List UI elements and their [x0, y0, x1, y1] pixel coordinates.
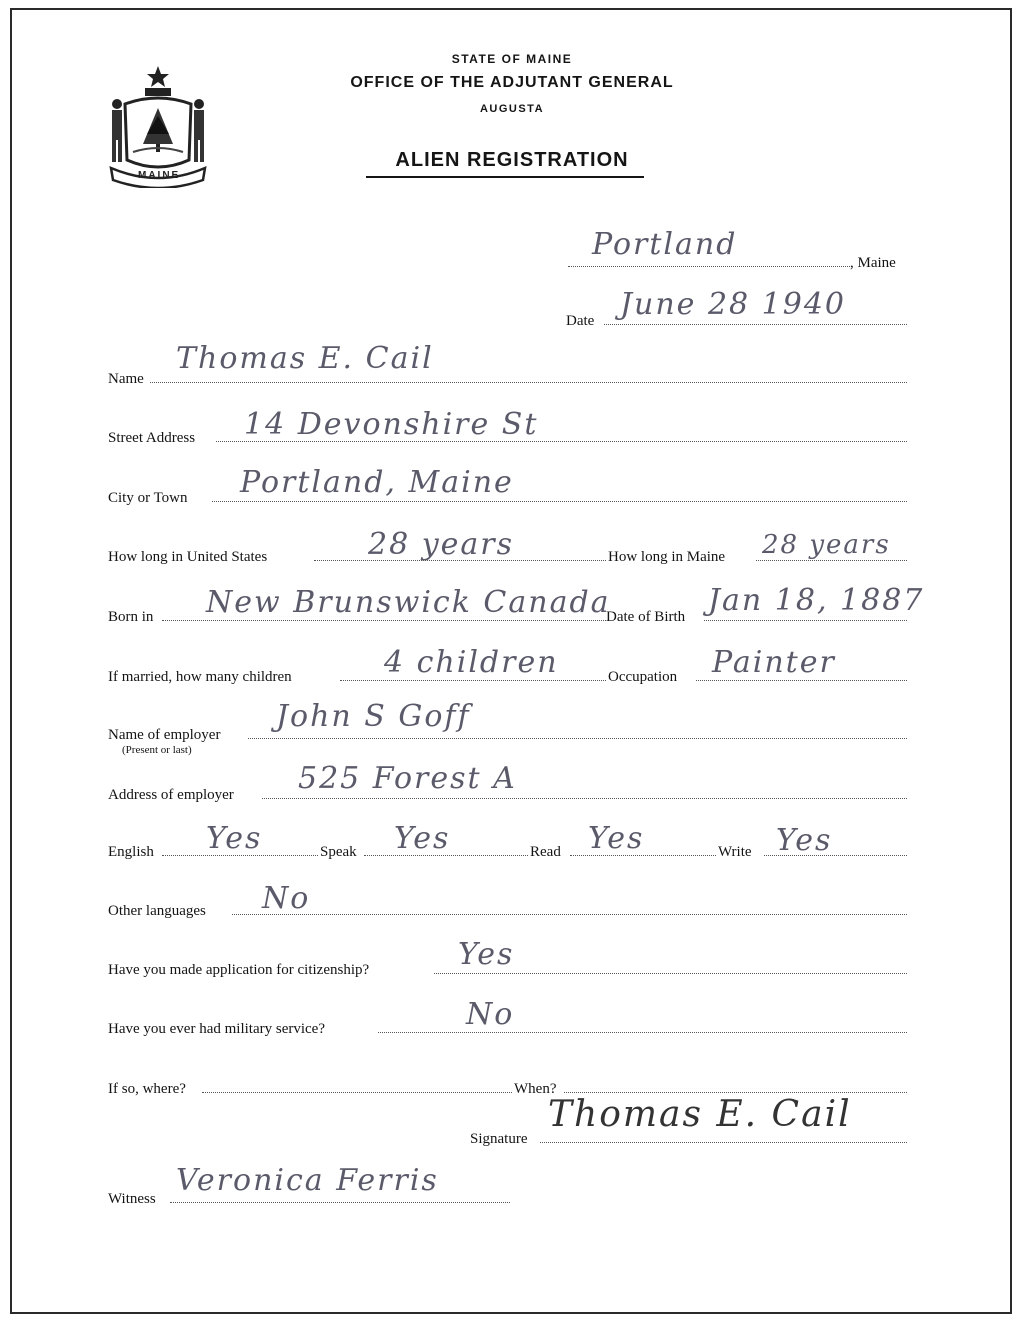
occupation-line [696, 680, 907, 681]
maine-duration-label: How long in Maine [608, 549, 726, 565]
city-heading: AUGUSTA [479, 103, 545, 115]
employer-label [108, 726, 220, 756]
place-suffix: , Maine [850, 255, 896, 271]
employer-address-label: Address of employer [108, 787, 234, 803]
seal-motto: MAINE [138, 170, 181, 181]
signature-label: Signature [470, 1131, 528, 1147]
read-value: Yes [588, 821, 645, 856]
us-duration-label: How long in United States [108, 549, 268, 565]
maine-duration-value: 28 years [762, 530, 891, 560]
employer-sublabel: (Present or last) [122, 744, 192, 756]
when-label: When? [514, 1081, 557, 1097]
speak-value: Yes [394, 821, 451, 856]
born-label: Born in [108, 609, 154, 625]
date-line [604, 324, 907, 325]
employer-address-value: 525 Forest A [298, 761, 517, 796]
dob-line [704, 620, 907, 621]
children-value: 4 children [384, 645, 559, 680]
us-duration-value: 28 years [368, 527, 515, 562]
name-value: Thomas E. Cail [176, 341, 434, 376]
signature-value: Thomas E. Cail [548, 1094, 852, 1135]
date-value: June 28 1940 [620, 287, 847, 322]
other-languages-line [232, 914, 907, 915]
where-line [202, 1092, 512, 1093]
signature-line [540, 1142, 907, 1143]
city-value: Portland, Maine [240, 465, 514, 500]
citizenship-value: Yes [458, 937, 515, 972]
english-label: English [108, 844, 154, 860]
city-label: City or Town [108, 490, 188, 506]
witness-value: Veronica Ferris [176, 1163, 439, 1198]
witness-label: Witness [108, 1191, 156, 1207]
children-label: If married, how many children [108, 669, 292, 685]
speak-label: Speak [320, 844, 357, 860]
citizenship-line [434, 973, 907, 974]
employer-address-line [262, 798, 907, 799]
name-label: Name [108, 371, 144, 387]
other-languages-label: Other languages [108, 903, 206, 919]
date-label: Date [566, 313, 595, 329]
witness-line [170, 1202, 510, 1203]
citizenship-label: Have you made application for citizenship? [108, 962, 370, 978]
place-line [568, 266, 850, 267]
dob-label: Date of Birth [606, 609, 686, 625]
other-languages-value: No [262, 881, 311, 916]
city-line [212, 501, 907, 502]
form-title: ALIEN REGISTRATION [395, 149, 629, 171]
where-label: If so, where? [108, 1081, 186, 1097]
title-underline [366, 176, 644, 178]
employer-value: John S Goff [276, 699, 471, 734]
occupation-label: Occupation [608, 669, 678, 685]
street-value: 14 Devonshire St [244, 407, 539, 442]
occupation-value: Painter [712, 645, 836, 680]
read-label: Read [530, 844, 561, 860]
when-line [564, 1092, 907, 1093]
children-line [340, 680, 606, 681]
dob-value: Jan 18, 1887 [708, 583, 925, 618]
born-value: New Brunswick Canada [206, 585, 611, 620]
office-heading: OFFICE OF THE ADJUTANT GENERAL [350, 74, 674, 91]
born-line [162, 620, 606, 621]
write-value: Yes [776, 823, 833, 858]
employer-line [248, 738, 907, 739]
state-heading: STATE OF MAINE [451, 52, 573, 66]
place-value: Portland [592, 227, 738, 262]
street-label: Street Address [108, 430, 196, 446]
military-value: No [466, 997, 515, 1032]
military-label: Have you ever had military service? [108, 1021, 325, 1037]
employer-label-text: Name of employer [108, 727, 221, 743]
military-line [378, 1032, 907, 1033]
english-value: Yes [206, 821, 263, 856]
write-label: Write [718, 844, 752, 860]
maine-duration-line [756, 560, 907, 561]
name-line [150, 382, 907, 383]
